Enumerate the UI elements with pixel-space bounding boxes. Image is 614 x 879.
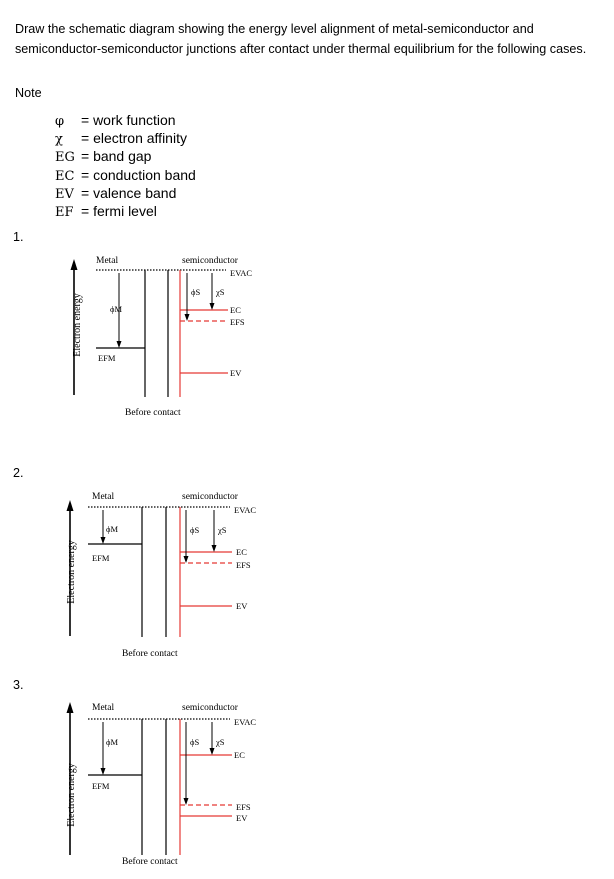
legend-definition: = valence band — [81, 184, 177, 201]
efs-label: EFS — [236, 802, 251, 812]
semiconductor-label: semiconductor — [182, 492, 238, 502]
phi-s-label: ϕS — [191, 287, 201, 297]
band-diagram-3 — [0, 695, 614, 875]
phi-m-label: ϕM — [106, 737, 119, 747]
evac-label: EVAC — [230, 268, 253, 278]
caption: Before contact — [122, 857, 178, 867]
chi-s-label: χS — [216, 737, 225, 747]
case-number: 3. — [13, 678, 24, 692]
legend-symbol: EV — [55, 186, 74, 202]
legend-definition: = band gap — [81, 148, 152, 165]
note-label: Note — [15, 86, 42, 100]
semiconductor-label: semiconductor — [182, 256, 238, 266]
ev-label: EV — [230, 368, 242, 378]
phi-s-label: ϕS — [190, 737, 200, 747]
legend-symbol: EG — [55, 150, 75, 166]
ev-label: EV — [236, 601, 248, 611]
band-diagram-2 — [0, 482, 614, 667]
legend-symbol: φ — [55, 114, 65, 129]
legend-row — [55, 185, 196, 203]
legend-row — [55, 203, 196, 221]
case-number: 1. — [13, 230, 24, 244]
legend-row — [55, 112, 196, 130]
legend-row — [55, 148, 196, 166]
evac-label: EVAC — [234, 717, 257, 727]
efs-label: EFS — [230, 317, 245, 327]
legend-definition: = electron affinity — [81, 130, 187, 147]
efm-label: EFM — [92, 553, 110, 563]
legend-row — [55, 130, 196, 148]
caption: Before contact — [122, 649, 178, 659]
efs-label: EFS — [236, 560, 251, 570]
band-diagram-1 — [0, 245, 614, 430]
question-text: Draw the schematic diagram showing the energy level alignment of metal-semiconductor and semiconductor-semiconductor junctions after contact under thermal equilibrium for the following cases. — [15, 22, 587, 56]
metal-label: Metal — [92, 703, 115, 713]
metal-label: Metal — [96, 256, 119, 266]
legend-definition: = work function — [81, 112, 176, 128]
metal-label: Metal — [92, 492, 115, 502]
ec-label: EC — [236, 547, 247, 557]
axis-label: Electron energy — [72, 293, 83, 357]
ec-label: EC — [230, 305, 241, 315]
legend-symbol: EC — [55, 168, 75, 184]
phi-m-label: ϕM — [110, 304, 123, 314]
ev-label: EV — [236, 813, 248, 823]
efm-label: EFM — [98, 353, 116, 363]
chi-s-label: χS — [216, 287, 225, 297]
caption: Before contact — [125, 408, 181, 418]
efm-label: EFM — [92, 781, 110, 791]
case-number: 2. — [13, 466, 24, 480]
legend — [55, 112, 196, 221]
legend-symbol: EF — [55, 205, 74, 221]
semiconductor-label: semiconductor — [182, 703, 238, 713]
evac-label: EVAC — [234, 505, 257, 515]
chi-s-label: χS — [218, 525, 227, 535]
phi-m-label: ϕM — [106, 524, 119, 534]
legend-row — [55, 167, 196, 185]
phi-s-label: ϕS — [190, 525, 200, 535]
legend-definition: = fermi level — [81, 203, 157, 220]
axis-label: Electron energy — [66, 540, 77, 604]
axis-label: Electron energy — [66, 763, 77, 827]
ec-label: EC — [234, 750, 245, 760]
legend-symbol: χ — [55, 132, 63, 148]
legend-definition: = conduction band — [81, 166, 196, 183]
